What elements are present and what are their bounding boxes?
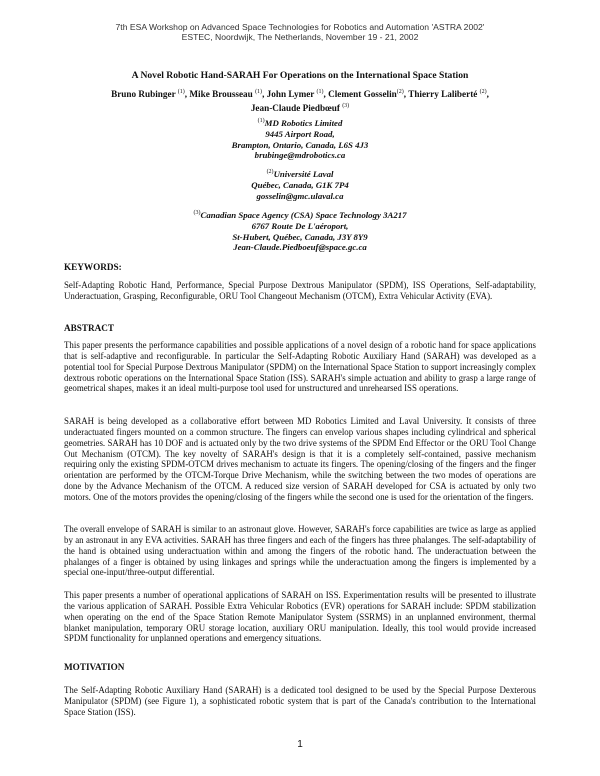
affiliation-3-name: Canadian Space Agency (CSA) Space Technology 3A217 <box>200 209 407 220</box>
motivation-paragraph-1: The Self-Adapting Robotic Auxiliary Hand (SARAH) is a dedicated tool designed to be used by the Special Purpose Dexterous Manipulator (SPDM) (see Figure 1), a sophisticated robotic system that is part of the Canada's contribution to the International Space Station (ISS). <box>64 685 536 717</box>
author-separator: , <box>486 89 489 100</box>
author-list <box>0 86 600 114</box>
author-line-1 <box>0 86 600 100</box>
affiliation-3 <box>0 208 600 253</box>
affiliation-3-address-line: 6767 Route De L'aéroport, <box>251 220 349 231</box>
affiliation-2-mark: (2) <box>266 169 274 175</box>
page-number: 1 <box>297 739 303 750</box>
author-1-affil-mark: (1) <box>177 89 185 95</box>
author-line-2 <box>0 100 600 114</box>
author-6: Jean-Claude Piedbœuf <box>250 103 343 114</box>
affiliation-2 <box>0 167 600 201</box>
author-6-affil-mark: (3) <box>342 103 350 110</box>
author-2-affil-mark: (1) <box>255 89 263 95</box>
motivation-heading: MOTIVATION <box>64 662 125 672</box>
affiliation-1-name-line <box>0 116 600 129</box>
affiliation-1-name: MD Robotics Limited <box>264 117 343 128</box>
author-5-affil-mark: (2) <box>479 89 487 95</box>
author-4: , Clement Gosselin <box>323 89 397 100</box>
paper-title: A Novel Robotic Hand-SARAH For Operations on the International Space Station <box>131 70 469 81</box>
affiliation-2-name: Université Laval <box>273 168 334 179</box>
conference-header-line-1: 7th ESA Workshop on Advanced Space Technologies for Robotics and Automation 'ASTRA 2002' <box>115 22 485 32</box>
affiliation-2-address-line: Québec, Canada, G1K 7P4 <box>251 179 349 190</box>
abstract-paragraph-1: This paper presents the performance capabilities and possible applications of a novel design of a robotic hand for space applications that is self-adaptive and reconfigurable. In particular the Self-Adapting Robotic Auxiliary Hand (SARAH) was developed as a potential tool for Special Purpose Dextrous Manipulator (SPDM) on the International Space Station to support increasingly complex dextrous robotic operations on the International Space Station (ISS). SARAH's simple actuation and ability to grasp a large range of geometrical shapes, makes it an ideal multi-purpose tool used for unstructured and unrehearsed ISS operations. <box>64 340 536 394</box>
author-5: , Thierry Laliberté <box>403 89 480 100</box>
author-4-affil-mark: (2) <box>396 89 404 95</box>
abstract-paragraph-2: SARAH is being developed as a collaborative effort between MD Robotics Limited and Laval University. It consists of three underactuated fingers mounted on a common structure. The fingers can envelop various shapes including cylindrical and spherical geometries. SARAH has 10 DOF and is actuated only by the two drive systems of the SPDM End Effector or the ORU Tool Change Out Mechanism (OTCM). The key novelty of SARAH's design is that it is a completely self-contained, passive mechanism requiring only the existing SPDM-OTCM drives mechanism to actuate its fingers. The opening/closing of the fingers and the finger orientation are performed by the OTCM-Torque Drive Mechanism, while the switching between the two modes of operations are done by the Advance Mechanism of the OTCM. A reduced size version of SARAH developed for CSA is actuated by only two motors. One of the motors provides the opening/closing of the fingers while the second one is used for the orientation of the fingers. <box>64 416 536 502</box>
affiliation-3-address-line: St-Hubert, Québec, Canada, J3Y 8Y9 <box>232 231 368 242</box>
affiliation-3-mark: (3) <box>193 210 201 216</box>
affiliation-2-name-line <box>0 167 600 180</box>
affiliation-2-email: gosselin@gmc.ulaval.ca <box>256 190 344 201</box>
affiliation-3-name-line <box>0 208 600 221</box>
author-2: , Mike Brousseau <box>184 89 256 100</box>
affiliation-1-address-line: Brampton, Ontario, Canada, L6S 4J3 <box>231 139 369 150</box>
affiliation-1-address-line: 9445 Airport Road, <box>265 128 335 139</box>
author-3: , John Lymer <box>262 89 317 100</box>
conference-header-line-2: ESTEC, Noordwijk, The Netherlands, November 19 - 21, 2002 <box>181 32 419 42</box>
affiliation-1-mark: (1) <box>257 118 265 124</box>
abstract-paragraph-4: This paper presents a number of operational applications of SARAH on ISS. Experimentation results will be presented to illustrate the various application of SARAH. Possible Extra Vehicular Robotics (EVR) operations for SARAH include: SPDM stabilization when operating on the end of the Space Station Remote Manipulator System (SSRMS) in an unplanned environment, thermal blanket manipulation, temporary ORU storage location, auxiliary ORU manipulation. Ideally, this tool would provide increased SPDM functionality for unplanned operations and emergency situations. <box>64 590 536 644</box>
conference-header <box>0 22 600 42</box>
author-1: Bruno Rubinger <box>111 89 178 100</box>
affiliation-3-email: Jean-Claude.Piedboeuf@space.gc.ca <box>233 242 367 253</box>
abstract-paragraph-3: The overall envelope of SARAH is similar to an astronaut glove. However, SARAH's force capabilities are twice as large as applied by an astronaut in any EVA activities. SARAH has three fingers and each of the fingers has three phalanges. The self-adaptability of the hand is obtained using underactuation within and among the fingers of the robotic hand. The underactuation between the phalanges of a finger is obtained by using linkages and springs while the underactuation among the fingers is implemented by a special one-input/three-output differential. <box>64 524 536 578</box>
author-3-affil-mark: (1) <box>316 89 324 95</box>
keywords-text: Self-Adapting Robotic Hand, Performance, Special Purpose Dextrous Manipulator (SPDM), ISS Operations, Self-adaptability, Underactuation, Grasping, Reconfigurable, ORU Tool Changeout Mechanism (OTCM), Extra Vehicular Activity (EVA). <box>64 280 536 301</box>
keywords-heading: KEYWORDS: <box>64 262 122 272</box>
affiliation-1 <box>0 116 600 161</box>
affiliation-1-email: brubinge@mdrobotics.ca <box>254 150 346 161</box>
abstract-heading: ABSTRACT <box>64 323 115 333</box>
